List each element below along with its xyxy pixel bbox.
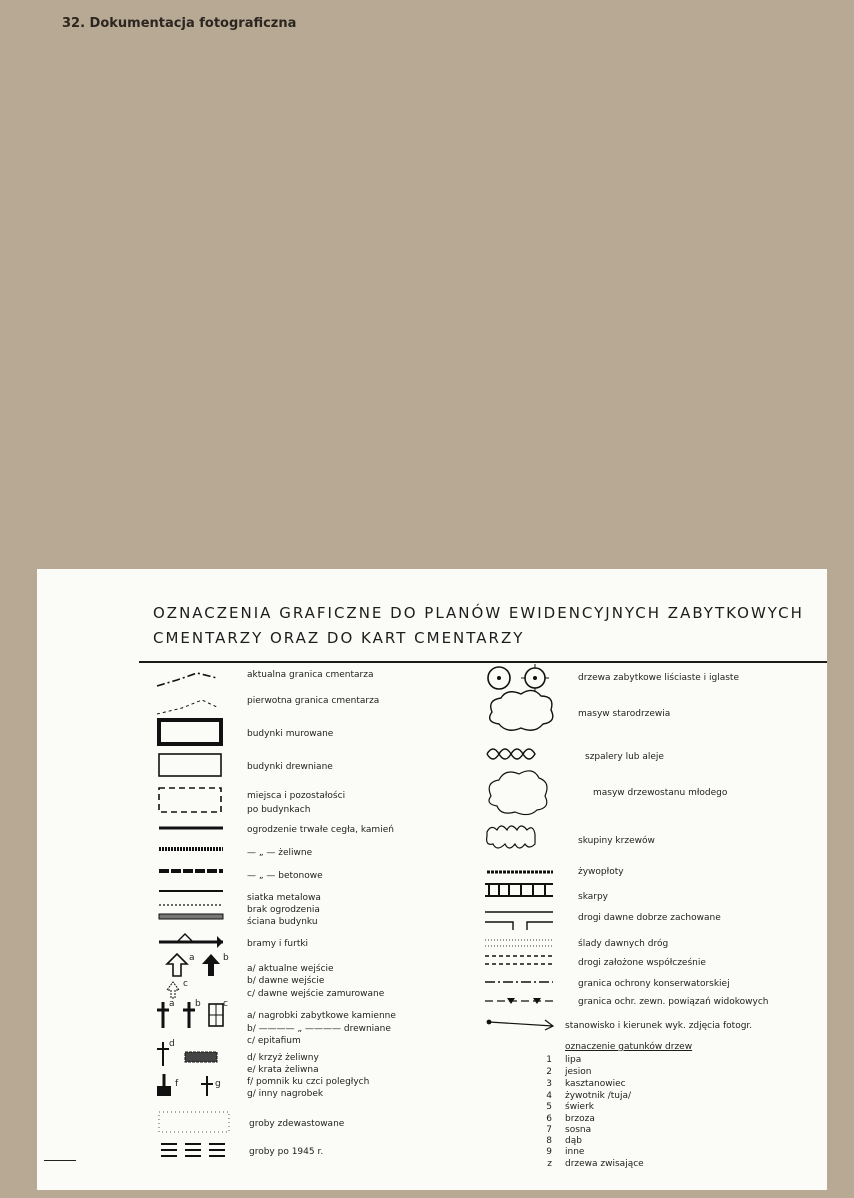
legend-label: ogrodzenie trwałe cegła, kamień bbox=[247, 825, 394, 835]
tree-name: inne bbox=[565, 1147, 585, 1157]
tree-number: 3 bbox=[546, 1079, 552, 1089]
wooden-building-symbol bbox=[159, 754, 221, 776]
old-growth-symbol bbox=[490, 690, 553, 730]
tree-name: lipa bbox=[565, 1055, 582, 1065]
title-rule bbox=[139, 661, 827, 663]
legend-label: budynki drewniane bbox=[247, 762, 333, 772]
legend-label: miejsca i pozostałości bbox=[247, 791, 346, 801]
former-entrance-symbol bbox=[202, 954, 220, 976]
legend-label: ściana budynku bbox=[247, 917, 318, 927]
remains-symbol bbox=[159, 788, 221, 812]
legend-label: d/ krzyż żeliwny bbox=[247, 1053, 319, 1063]
iron-grate-symbol bbox=[185, 1052, 217, 1062]
tree-number: 4 bbox=[546, 1091, 552, 1101]
legend-label: budynki murowane bbox=[247, 729, 334, 739]
legend-label: masyw starodrzewia bbox=[578, 709, 671, 719]
legend-label: a/ nagrobki zabytkowe kamienne bbox=[247, 1011, 396, 1021]
symbol-letter: g bbox=[215, 1079, 221, 1089]
other-tombstone-symbol bbox=[201, 1076, 213, 1096]
tree-number: 2 bbox=[546, 1067, 552, 1077]
legend-symbols-right bbox=[477, 664, 577, 1044]
legend-label: granica ochrony konserwatorskiej bbox=[578, 979, 730, 989]
symbol-letter: c bbox=[183, 979, 188, 989]
legend-label: drogi założone współcześnie bbox=[578, 958, 706, 968]
tree-name: jesion bbox=[565, 1067, 592, 1077]
monument-symbol bbox=[157, 1074, 171, 1096]
legend-label: masyw drzewostanu młodego bbox=[593, 788, 728, 798]
tree-number: 7 bbox=[546, 1125, 552, 1135]
legend-label: granica ochr. zewn. powiązań widokowych bbox=[578, 997, 769, 1007]
legend-label: bramy i furtki bbox=[247, 939, 309, 949]
tree-deciduous-symbol bbox=[488, 667, 510, 689]
shrubs-symbol bbox=[487, 826, 535, 848]
legend-label: b/ dawne wejście bbox=[247, 976, 325, 986]
symbol-letter: b bbox=[195, 999, 201, 1009]
legend-label: drzewa zabytkowe liściaste i iglaste bbox=[578, 673, 739, 683]
young-trees-symbol bbox=[489, 771, 547, 815]
iron-cross-symbol bbox=[157, 1042, 169, 1066]
current-boundary-symbol bbox=[157, 673, 217, 686]
legend-label: ślady dawnych dróg bbox=[578, 939, 669, 949]
legend-label: drogi dawne dobrze zachowane bbox=[578, 913, 721, 923]
old-road-symbol bbox=[485, 912, 553, 930]
legend-label: groby po 1945 r. bbox=[249, 1147, 324, 1157]
legend-label: g/ inny nagrobek bbox=[247, 1089, 324, 1099]
legend-label: — „ — betonowe bbox=[247, 871, 323, 881]
photo-position-symbol bbox=[487, 1020, 553, 1030]
epitaph-symbol bbox=[209, 1004, 223, 1026]
legend-label: aktualna granica cmentarza bbox=[247, 670, 374, 680]
legend-label: stanowisko i kierunek wyk. zdjęcia fotogr. bbox=[565, 1021, 753, 1031]
legend-label: e/ krata żeliwna bbox=[247, 1065, 319, 1075]
legend-label: b/ ———— „ ———— drewniane bbox=[247, 1024, 391, 1034]
legend-label: skupiny krzewów bbox=[578, 836, 655, 846]
brick-building-symbol bbox=[159, 720, 221, 744]
slope-symbol bbox=[485, 884, 553, 896]
avenue-symbol bbox=[487, 749, 535, 759]
legend-label: pierwotna granica cmentarza bbox=[247, 696, 380, 706]
legend-title-line2: CMENTARZY ORAZ DO KART CMENTARZY bbox=[153, 629, 525, 647]
tree-conifer-symbol bbox=[521, 664, 549, 692]
legend-label: po budynkach bbox=[247, 805, 311, 815]
page-title: 32. Dokumentacja fotograficzna bbox=[62, 16, 297, 31]
tree-name: brzoza bbox=[565, 1114, 595, 1124]
tombstone-stone-symbol bbox=[157, 1002, 169, 1028]
tree-name: kasztanowiec bbox=[565, 1079, 626, 1089]
legend-label: szpalery lub aleje bbox=[585, 752, 664, 762]
symbol-letter: c bbox=[223, 999, 228, 1009]
legend-label: c/ epitafium bbox=[247, 1036, 301, 1046]
legend-label: f/ pomnik ku czci poległych bbox=[247, 1077, 370, 1087]
devastated-graves-symbol bbox=[159, 1112, 229, 1132]
tree-number: 6 bbox=[546, 1114, 552, 1124]
symbol-letter: a bbox=[189, 953, 195, 963]
tree-number: 1 bbox=[546, 1055, 552, 1065]
legend-label: c/ dawne wejście zamurowane bbox=[247, 989, 385, 999]
legend-label: siatka metalowa bbox=[247, 893, 321, 903]
legend-label: żywopłoty bbox=[578, 867, 624, 877]
symbol-letter: d bbox=[169, 1039, 175, 1049]
legend-title-line1: OZNACZENIA GRAFICZNE DO PLANÓW EWIDENCYJNYCH ZABYTKOWYCH bbox=[153, 604, 804, 622]
legend-label: — „ — żeliwne bbox=[247, 848, 313, 858]
tree-name: drzewa zwisające bbox=[565, 1159, 644, 1169]
legend-label: groby zdewastowane bbox=[249, 1119, 345, 1129]
tree-name: świerk bbox=[565, 1102, 594, 1112]
symbol-letter: a bbox=[169, 999, 175, 1009]
post-1945-graves-symbol bbox=[161, 1144, 225, 1156]
original-boundary-symbol bbox=[157, 700, 219, 714]
legend-label: brak ogrodzenia bbox=[247, 905, 320, 915]
page-mark bbox=[44, 1160, 76, 1161]
tree-number: 5 bbox=[546, 1102, 552, 1112]
legend-label: skarpy bbox=[578, 892, 608, 902]
symbol-letter: b bbox=[223, 953, 229, 963]
new-road-symbol bbox=[485, 956, 553, 964]
current-entrance-symbol bbox=[167, 954, 187, 976]
tree-name: żywotnik /tuja/ bbox=[565, 1091, 632, 1101]
tree-name: dąb bbox=[565, 1136, 582, 1146]
tree-name: sosna bbox=[565, 1125, 592, 1135]
symbol-letter: f bbox=[175, 1079, 179, 1089]
tree-number: z bbox=[547, 1159, 552, 1169]
building-wall-symbol bbox=[159, 914, 223, 919]
road-traces-symbol bbox=[485, 940, 553, 946]
legend-sheet bbox=[37, 569, 827, 1190]
legend-label: a/ aktualne wejście bbox=[247, 964, 334, 974]
tree-legend-heading: oznaczenie gatunków drzew bbox=[565, 1042, 693, 1052]
tombstone-wood-symbol bbox=[183, 1002, 195, 1028]
tree-number: 8 bbox=[546, 1136, 552, 1146]
walled-entrance-symbol bbox=[167, 982, 179, 998]
tree-number: 9 bbox=[546, 1147, 552, 1157]
